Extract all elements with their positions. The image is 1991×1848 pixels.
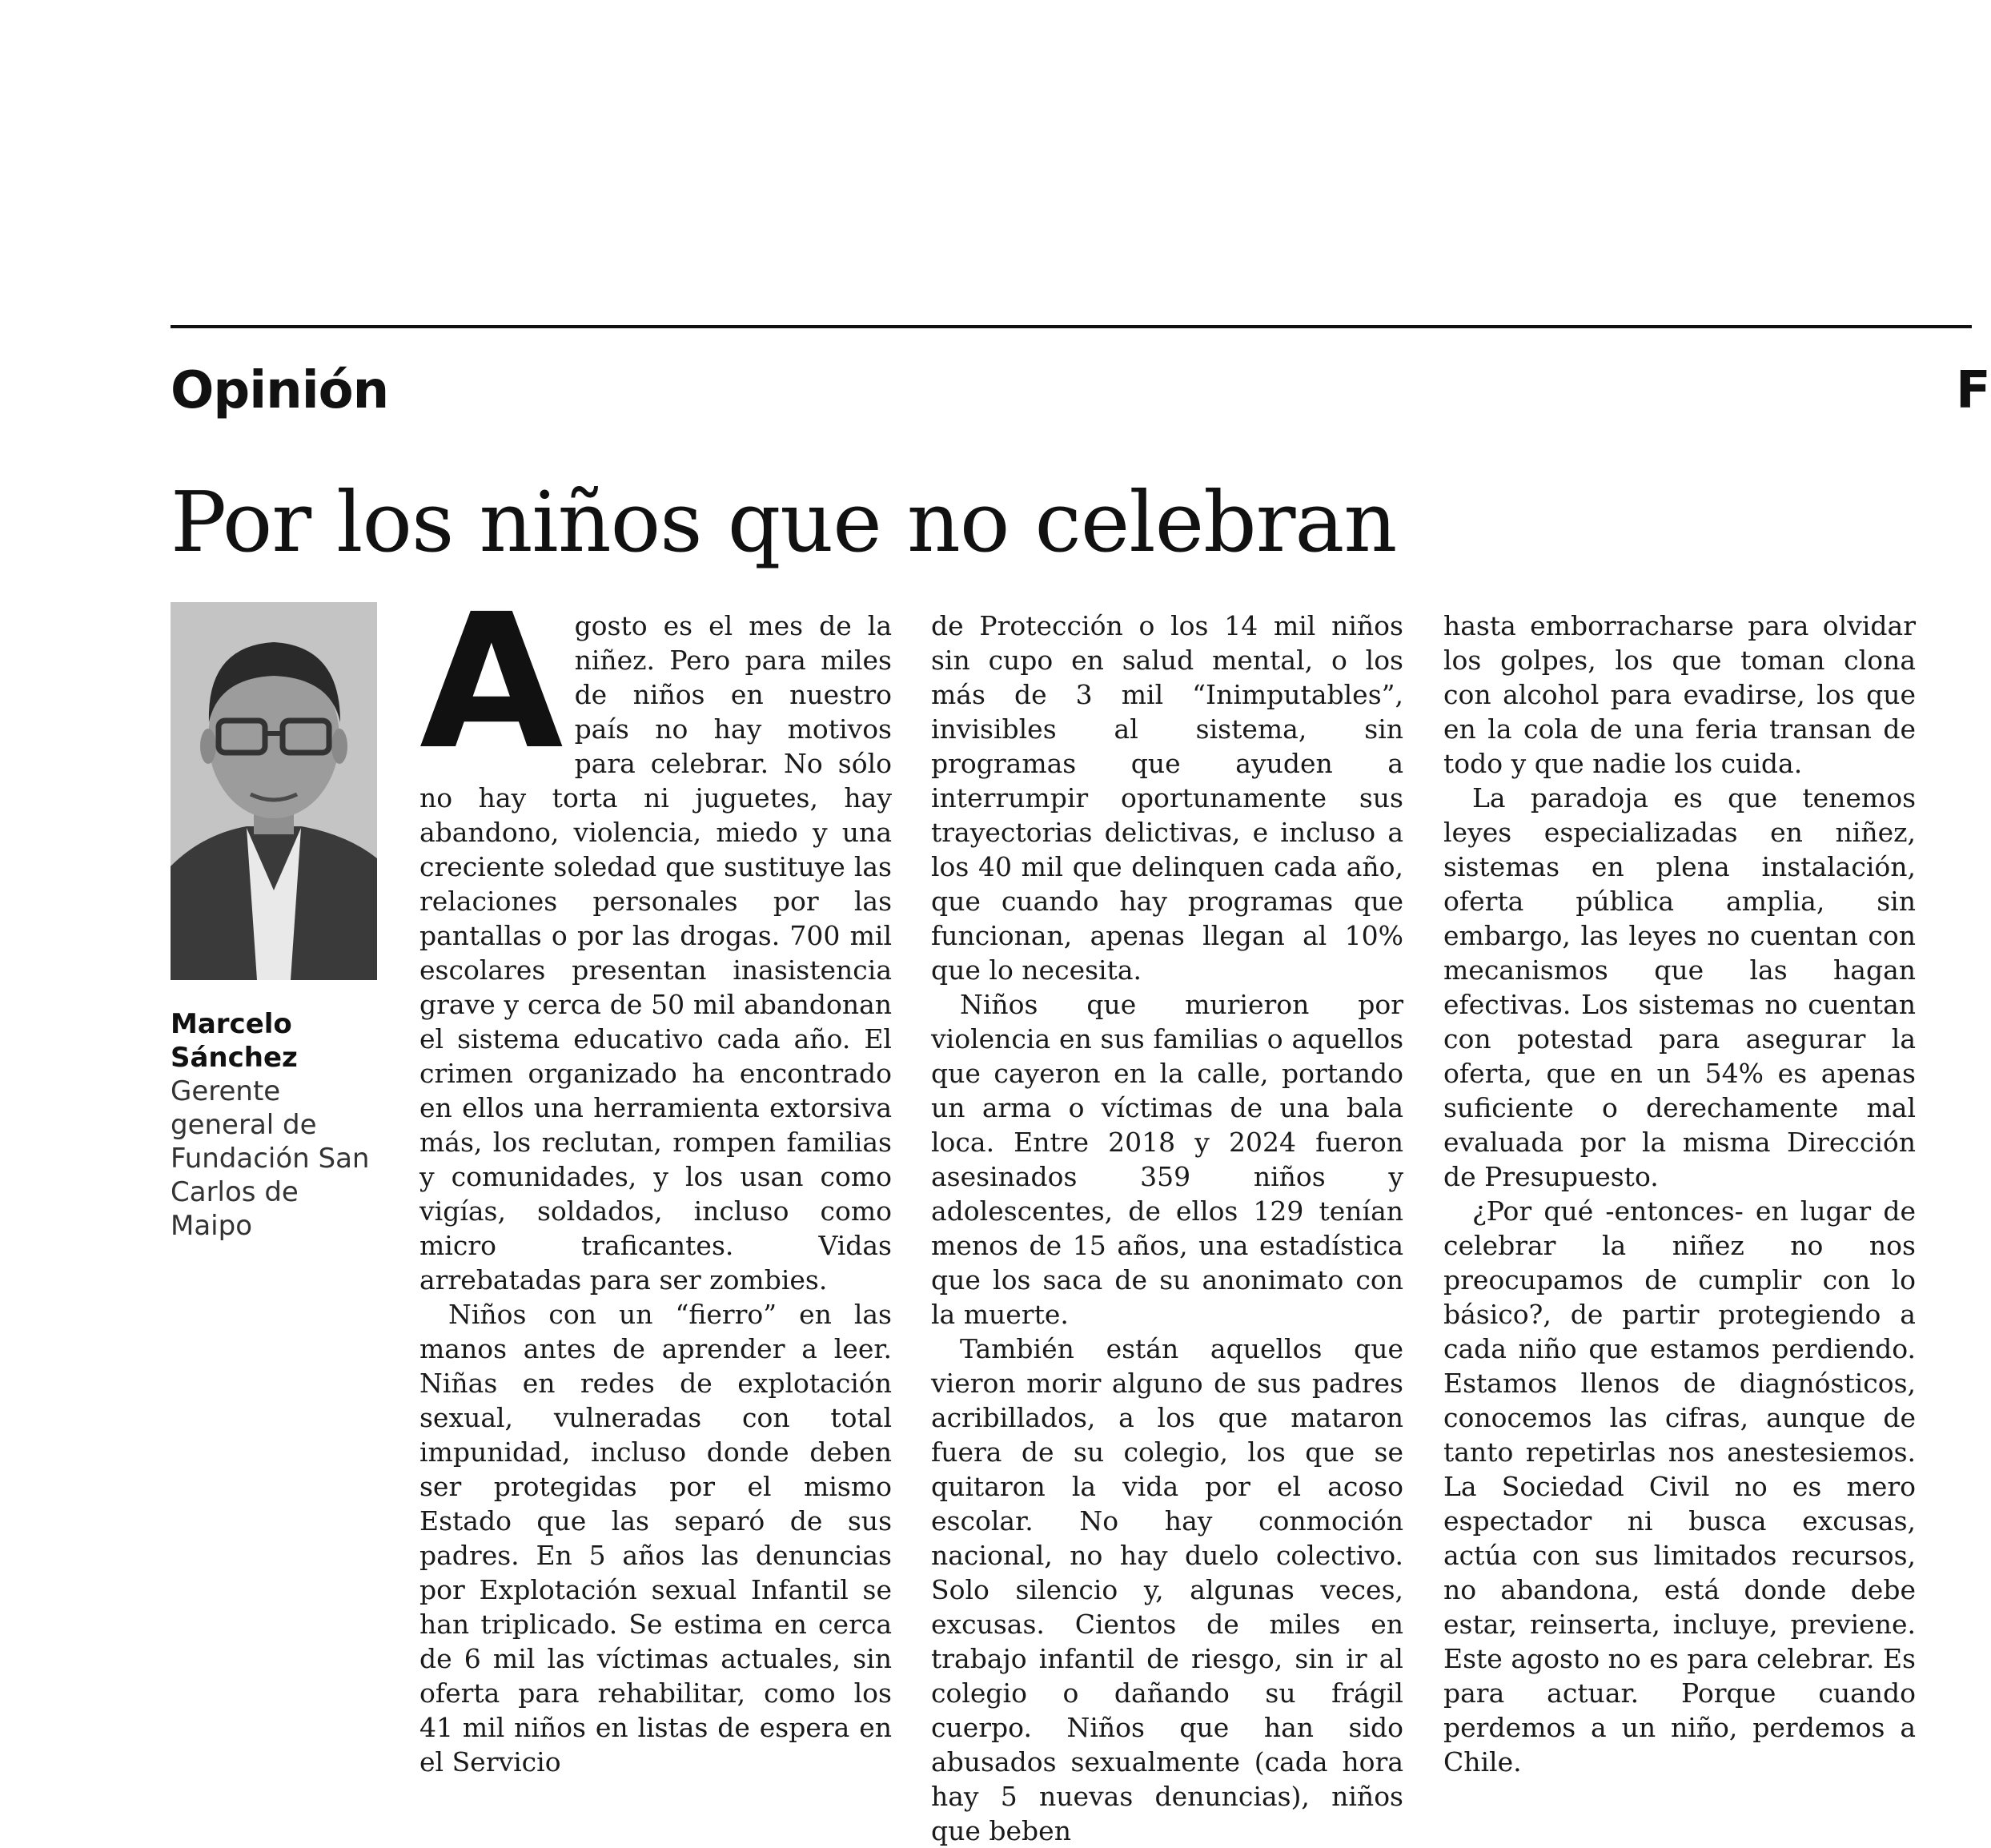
headline: Por los niños que no celebran: [171, 473, 1397, 571]
author-role: Gerente general de Fundación San Carlos de Maipo: [171, 1075, 370, 1242]
drop-cap: A: [419, 574, 564, 790]
author-block: [171, 1007, 379, 1243]
article-paragraph: Niños con un “fierro” en las manos antes de aprender a leer. Niñas en redes de explotación sexual, vulneradas con total impunidad, incluso donde deben ser protegidas por el mismo Estado que las separó de sus padres. En 5 años las denuncias por Explotación sexual Infantil se han triplicado. Se estima en cerca de 6 mil las víctimas actuales, sin oferta para rehabilitar, como los 41 mil niños en listas de espera en el Servicio: [419, 1299, 892, 1778]
paragraph-text: gosto es el mes de la niñez. Pero para miles de niños en nuestro país no hay motivos para celebrar. No sólo no hay torta ni juguetes, hay abandono, violencia, miedo y una creciente soledad que sustituye las relaciones personales por las pantallas o por las drogas. 700 mil escolares presentan inasistencia grave y cerca de 50 mil abandonan el sistema educativo cada año. El crimen organizado ha encontrado en ellos una herramienta extorsiva más, los reclutan, rompen familias y comunidades, y los usan como vigías, soldados, incluso como micro traficantes. Vidas arrebatadas para ser zombies.: [419, 610, 892, 1296]
author-photo: [171, 602, 377, 980]
article-paragraph: de Protección o los 14 mil niños sin cupo en salud mental, o los más de 3 mil “Inimputables”, invisibles al sistema, sin programas que ayuden a interrumpir oportunamente sus trayectorias delictivas, e incluso a los 40 mil que delinquen cada año, que cuando hay programas que funcionan, apenas llegan al 10% que lo necesita.: [931, 610, 1403, 986]
article-paragraph: [419, 574, 892, 1297]
top-rule: [171, 325, 1972, 328]
article-column-3: [1443, 609, 1916, 1779]
article-column-2: [931, 609, 1403, 1848]
article-paragraph: ¿Por qué -entonces- en lugar de celebrar la niñez no nos preocupamos de cumplir con lo básico?, de partir protegiendo a cada niño que estamos perdiendo. Estamos llenos de diagnósticos, conocemos las cifras, aunque de tanto repetirlas nos anestesiemos. La Sociedad Civil no es mero espectador ni busca excusas, actúa con sus limitados recursos, no abandona, está donde debe estar, reinserta, incluye, previene. Este agosto no es para celebrar. Es para actuar. Porque cuando perdemos a un niño, perdemos a Chile.: [1443, 1195, 1916, 1778]
article-paragraph: La paradoja es que tenemos leyes especializadas en niñez, sistemas en plena instalación, oferta pública amplia, sin embargo, las leyes no cuentan con mecanismos que las hagan efectivas. Los sistemas no cuentan con potestad para asegurar la oferta, que en un 54% es apenas suficiente o derechamente mal evaluada por la misma Dirección de Presupuesto.: [1443, 782, 1916, 1192]
adjacent-section-label: F: [1956, 361, 1991, 420]
author-portrait-icon: [171, 602, 377, 980]
article-paragraph: También están aquellos que vieron morir alguno de sus padres acribillados, a los que mataron fuera de su colegio, los que se quitaron la vida por el acoso escolar. No hay conmoción nacional, no hay duelo colectivo. Solo silencio y, algunas veces, excusas. Cientos de miles en trabajo infantil de riesgo, sin ir al colegio o dañando su frágil cuerpo. Niños que han sido abusados sexualmente (cada hora hay 5 nuevas denuncias), niños que beben: [931, 1333, 1403, 1846]
article-paragraph: Niños que murieron por violencia en sus familias o aquellos que cayeron en la calle, portando un arma o víctimas de una bala loca. Entre 2018 y 2024 fueron asesinados 359 niños y adolescentes, de ellos 129 tenían menos de 15 años, una estadística que los saca de su anonimato con la muerte.: [931, 989, 1403, 1330]
author-name: Marcelo Sánchez: [171, 1008, 298, 1074]
article-column-1: [419, 574, 892, 1779]
article-paragraph: hasta emborracharse para olvidar los golpes, los que toman clona con alcohol para evadirse, los que en la cola de una feria transan de todo y que nadie los cuida.: [1443, 610, 1916, 779]
section-label: Opinión: [171, 361, 389, 420]
